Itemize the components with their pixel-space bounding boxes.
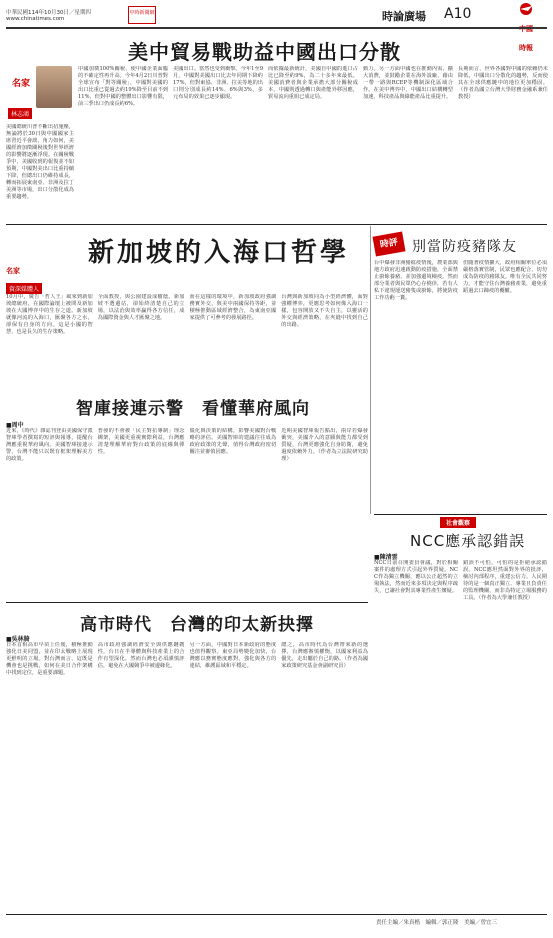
article1-body xyxy=(6,124,74,222)
article4-title: NCC應承認錯誤 xyxy=(410,532,526,550)
brand-badge xyxy=(128,6,156,24)
article4-col2: 錯誤不可怕，可怕的是拒絕承認錯誤。NCC應坦然面對外界的批評，檢討內部程序，重建公信力。人民期待的是一個真正獨立、專業且負責任的監理機關，而非為特定立場服務的工具。（作者為大學兼任教授） xyxy=(463,560,547,601)
article2-col4: 台灣與新加坡同為小型經濟體，面對強權博弈，更應思考如何像入海口一樣，包容開放又不失自主，以靈活的外交與經濟策略，在夾縫中找到自己的出路。 xyxy=(281,294,368,328)
article2-col1: 10月中，廣告「哲人王」風來到新加坡總統府，在國際論壇上被問及新加坡在大國博弈中的生存之道。新加坡就像河流的入海口，匯聚各方之水，卻保有自身的方向。這是小國的智慧，也是長久的生存策略。 xyxy=(6,294,93,335)
page-number: A10 xyxy=(444,6,472,22)
article5-col2: 高市政府強調經濟安全與供應鏈韌性，台日在半導體與科技產業上的合作有望深化。然而台灣也必須謹慎評估，避免在大國競爭中被邊緣化。 xyxy=(97,642,185,669)
article5-col1: 日本首相高市早苗上任後，積極推動強化日美同盟，並在印太戰略上展現更鮮明的立場。對台灣而言，這既是機會也是挑戰，如何在美日合作架構中找到定位，是重要課題。 xyxy=(6,642,93,676)
sidebar-title: 別當防疫豬隊友 xyxy=(412,239,517,255)
article5-columns xyxy=(6,642,368,910)
footer-rule xyxy=(6,914,547,915)
column-rule xyxy=(370,226,371,514)
article3-col2: 普發的不會被「民主對抗專制」理念綁架，美國更重視實際利益，台灣應清楚理解華府對台政策的底線與彈性。 xyxy=(97,428,185,455)
article4-columns xyxy=(374,560,547,910)
article3-title: 智庫接連示警 看懂華府風向 xyxy=(76,399,310,419)
article5-title: 高市時代 台灣的印太新抉擇 xyxy=(80,615,314,635)
sidebar-tag: 時評 xyxy=(372,232,405,257)
sidebar-columns xyxy=(374,260,547,510)
sidebar-col1: 台中爆發非洲豬瘟疫情後，農業部與地方政府迅速啟動防疫措施，全面禁止廚餘養豬，並加強邊境檢疫。然而部分業者與民眾仍心存僥倖，若有人私下違規運送豬隻或廚餘，將使防疫工作功虧一簣。 xyxy=(374,260,458,301)
article1-col4: 而依據最新統計，美國自中國的進口占比已降至約9%，為二十多年來最低。美國消費者與企業承擔大部分關稅成本，中國則透過轉口與產能外移因應，貿易流向重組已成定局。 xyxy=(268,66,358,100)
article4-col1: NCC日前召開委員會議，對於相關案件的處理方式引起外界質疑。NCC作為獨立機關，應以公正超然的立場執法，然而近來多項決定與程序疏失，已讓社會對其專業性產生懷疑。 xyxy=(374,560,458,594)
header-rule xyxy=(6,27,547,29)
article3-col3: 僵化與決策的結構，影響美國對台戰略的評估。美國智庫的建議往往成為政府政策的先聲，值得台灣政府密切關注並審慎因應。 xyxy=(189,428,277,455)
sidebar-col2: 但隨著疫情擴大，政府相關單位必須嚴格落實管制，民眾也應配合，切勿成為防疫的豬隊友。唯有全民共同努力，才能守住台灣養豬產業，避免重蹈過去口蹄疫的覆轍。 xyxy=(463,260,547,294)
header-date: 中華民國114年10月30日／星期四 xyxy=(6,10,91,16)
article1-col2: 中國加徵100%關稅，使中國企業面臨的不確定性再升高。今年4月2日川普對全球宣布「對等關稅」，中國對美國的出口比重已從過去約19%降至目前不到11%，但對中國的整體出口影響有限，前三季出口仍成長約6%。 xyxy=(78,66,168,107)
divider-1 xyxy=(6,224,547,225)
article1-columns xyxy=(78,66,548,222)
article3-col1: 近來，《時代》雜誌刊登由美國保守派智庫學者撰寫的短評與報導，提醒台灣應重視華府風向。美國智庫接連示警，台灣不能只以既有框架理解美方的政策。 xyxy=(6,428,93,462)
article1-col5: 動力。另一方面中國也在推動內需，擴大消費，並鼓勵企業在海外設廠，藉由一帶一路與RCEP等機制深化區域合作。在美中博弈中，中國出口結構轉型加速，科技產品與綠能產品比重提升。 xyxy=(363,66,453,100)
divider-2 xyxy=(6,602,368,603)
article5-byline: ■吳林䐀 xyxy=(6,636,30,643)
article2-title: 新加坡的入海口哲學 xyxy=(88,238,350,268)
article1-col6: 長期而言，世界各國對中國的依賴仍未降低，中國出口分散化的趨勢，反而使其在全球供應鏈中的地位更加穩固。（作者為國立台灣大學財務金融系兼任教授） xyxy=(458,66,548,100)
columnist-photo xyxy=(36,66,72,108)
logo-text: 時報 xyxy=(519,43,533,52)
tag-label: 名家 xyxy=(12,79,31,89)
article4-tag: 社會觀察 xyxy=(440,517,476,528)
article1-col1: 美國總統川普不斷出招施壓，無論將於30日與中國國家主席習近平會談，角力如何，美國經濟加徵關稅後對世界經濟的影響將逐漸浮現。在關稅戰爭中，美國收到的報復並不如預期，中國對美出口比重持續下降，但總出口仍維持成長，轉而拓展東南亞、非洲及拉丁美洲等市場，出口分散化成為重要趨勢。 xyxy=(6,124,74,200)
article5-col4: 總之，高市時代為台灣帶來新的選擇，台灣應審慎權衡，以國家利益為優先，走出屬於自己的路。（作者為國家政策研究基金會副研究員） xyxy=(281,642,368,669)
header-url[interactable]: www.chinatimes.com xyxy=(6,16,65,22)
article2-tagbox xyxy=(6,266,70,292)
article1-col3: 美國出口。當然也受到衝擊。今年1至9月，中國對美國出口比去年同期下降約17%，但對東協、非洲、拉美等地的出口則分別成長約14%、6%與3%，多元布局的效果已逐步顯現。 xyxy=(173,66,263,100)
section-title: 時論廣場 xyxy=(382,10,426,23)
article2-col2: 全面教授，與公園建設成樹蔭。新加坡不選邊站，卻始終清楚自己的立場，以法治與效率贏得各方信任，成為國際資金與人才匯聚之地。 xyxy=(97,294,185,321)
article2-columns xyxy=(6,294,368,390)
article3-columns xyxy=(6,428,368,598)
footer-credits: 責任主編／朱真楷 編輯／郭正隆 美編／曾宜三 xyxy=(376,920,498,926)
article1-title: 美中貿易戰助益中國出口分散 xyxy=(128,40,401,64)
byline: 林志鴻 xyxy=(8,108,32,119)
divider-3 xyxy=(374,514,547,515)
article4-byline: ■陳清雲 xyxy=(374,554,398,561)
columnist-box xyxy=(6,66,72,122)
article5-col3: 另一方面，中國對日本新政府的態度也值得觀察。東亞局勢變化加快，台灣應以務實態度應對，強化與各方的連結，維護區域和平穩定。 xyxy=(189,642,277,669)
article2-col3: 而在這樣的環境中，新加坡政府強調務實外交，與美中兩國保持等距，並積極推動區域經濟整合，為東南亞國家提供了可參考的發展路徑。 xyxy=(189,294,277,321)
brand-small: 中時新聞網 xyxy=(129,10,155,16)
article3-byline: ■周中 xyxy=(6,422,24,429)
byline: 資深媒體人 xyxy=(6,283,42,294)
bird-logo-icon xyxy=(515,2,537,16)
article3-col4: 近期美國智庫報告點出，兩岸若爆發衝突，美國介入的意願與能力都受到質疑，台灣更應強化自身防衛，避免過度依賴外力。（作者為立法院研究助理） xyxy=(281,428,368,462)
tag-label: 名家 xyxy=(6,266,20,275)
